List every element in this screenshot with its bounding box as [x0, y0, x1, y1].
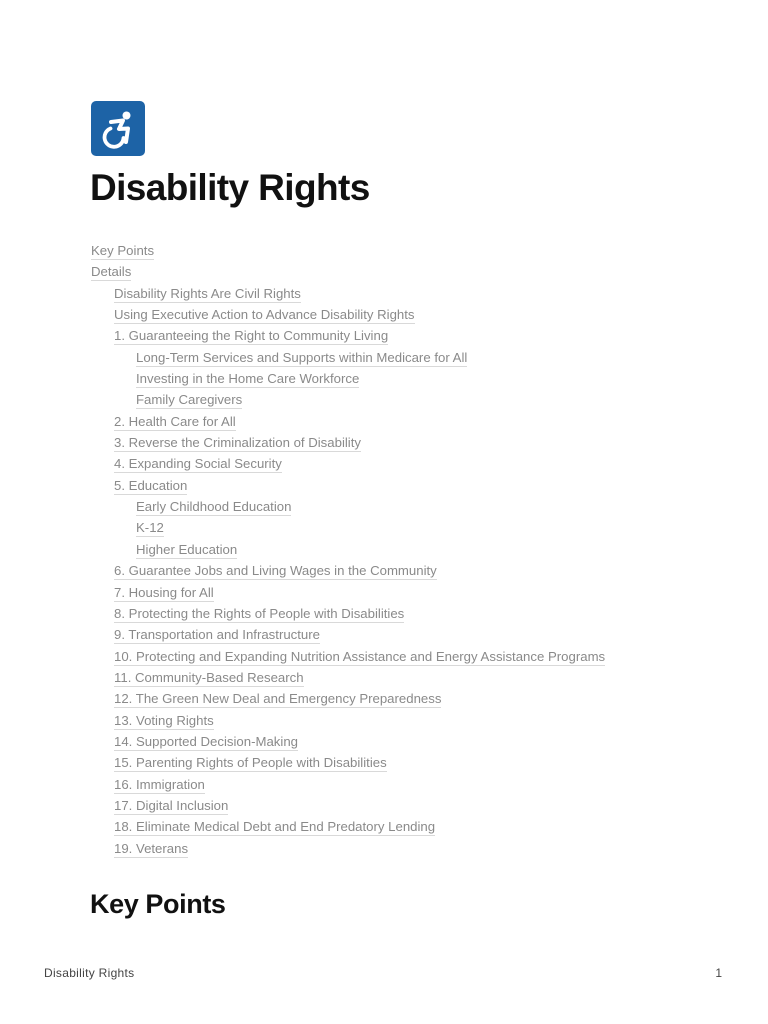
toc-item — [91, 475, 605, 496]
toc-link[interactable]: 7. Housing for All — [114, 584, 214, 600]
toc-item — [91, 710, 605, 731]
page-title: Disability Rights — [90, 167, 370, 208]
toc-link[interactable]: 17. Digital Inclusion — [114, 797, 229, 813]
toc-item — [91, 304, 605, 325]
toc-item — [91, 347, 605, 368]
wheelchair-icon-glyph — [98, 109, 138, 149]
toc-item — [91, 240, 605, 261]
toc-item — [91, 731, 605, 752]
toc-item — [91, 816, 605, 837]
toc-item — [91, 368, 605, 389]
toc-link[interactable]: 16. Immigration — [114, 776, 205, 792]
toc-link[interactable]: 14. Supported Decision-Making — [114, 733, 298, 749]
toc-item — [91, 774, 605, 795]
toc-item — [91, 261, 605, 282]
toc-item — [91, 411, 605, 432]
section-heading-key-points: Key Points — [90, 889, 226, 919]
toc-link[interactable]: Using Executive Action to Advance Disability Rights — [114, 307, 415, 323]
toc-link[interactable]: Investing in the Home Care Workforce — [136, 371, 360, 387]
toc-link[interactable]: 2. Health Care for All — [114, 413, 236, 429]
toc-link[interactable]: Higher Education — [136, 541, 238, 557]
toc-link[interactable]: Disability Rights Are Civil Rights — [114, 285, 301, 301]
toc-link[interactable]: Details — [91, 264, 132, 280]
toc-link[interactable]: 1. Guaranteeing the Right to Community Living — [114, 328, 389, 344]
toc-link[interactable]: Key Points — [91, 243, 155, 258]
toc-item — [91, 667, 605, 688]
toc-link[interactable]: 15. Parenting Rights of People with Disabilities — [114, 755, 387, 771]
toc-item — [91, 795, 605, 816]
toc-link[interactable]: Early Childhood Education — [136, 499, 292, 515]
toc-item — [91, 560, 605, 581]
table-of-contents — [91, 240, 605, 859]
toc-link[interactable]: 3. Reverse the Criminalization of Disability — [114, 435, 361, 451]
toc-item — [91, 283, 605, 304]
toc-link[interactable]: 13. Voting Rights — [114, 712, 214, 728]
toc-link[interactable]: 9. Transportation and Infrastructure — [114, 627, 320, 643]
toc-link[interactable]: 12. The Green New Deal and Emergency Preparedness — [114, 691, 442, 707]
toc-item — [91, 688, 605, 709]
toc-link[interactable]: 19. Veterans — [114, 840, 189, 856]
footer-page-number: 1 — [715, 966, 722, 980]
toc-link[interactable]: 18. Eliminate Medical Debt and End Predatory Lending — [114, 819, 436, 835]
toc-item — [91, 582, 605, 603]
toc-link[interactable]: 10. Protecting and Expanding Nutrition Assistance and Energy Assistance Programs — [114, 648, 606, 664]
toc-item — [91, 752, 605, 773]
toc-link[interactable]: 4. Expanding Social Security — [114, 456, 282, 472]
toc-link[interactable]: 8. Protecting the Rights of People with Disabilities — [114, 605, 405, 621]
toc-item — [91, 646, 605, 667]
toc-item — [91, 389, 605, 410]
toc-item — [91, 603, 605, 624]
toc-link[interactable]: Long-Term Services and Supports within Medicare for All — [136, 349, 468, 365]
footer-document-title: Disability Rights — [44, 966, 135, 980]
toc-item — [91, 624, 605, 645]
toc-item — [91, 432, 605, 453]
toc-item — [91, 539, 605, 560]
toc-link[interactable]: 5. Education — [114, 477, 188, 493]
toc-item — [91, 453, 605, 474]
toc-link[interactable]: 11. Community-Based Research — [114, 669, 304, 685]
toc-item — [91, 517, 605, 538]
toc-item — [91, 325, 605, 346]
toc-link[interactable]: 6. Guarantee Jobs and Living Wages in the Community — [114, 563, 437, 579]
accessible-wheelchair-icon — [91, 101, 145, 156]
toc-item — [91, 838, 605, 859]
toc-item — [91, 496, 605, 517]
toc-link[interactable]: K-12 — [136, 520, 164, 536]
toc-link[interactable]: Family Caregivers — [136, 392, 243, 408]
